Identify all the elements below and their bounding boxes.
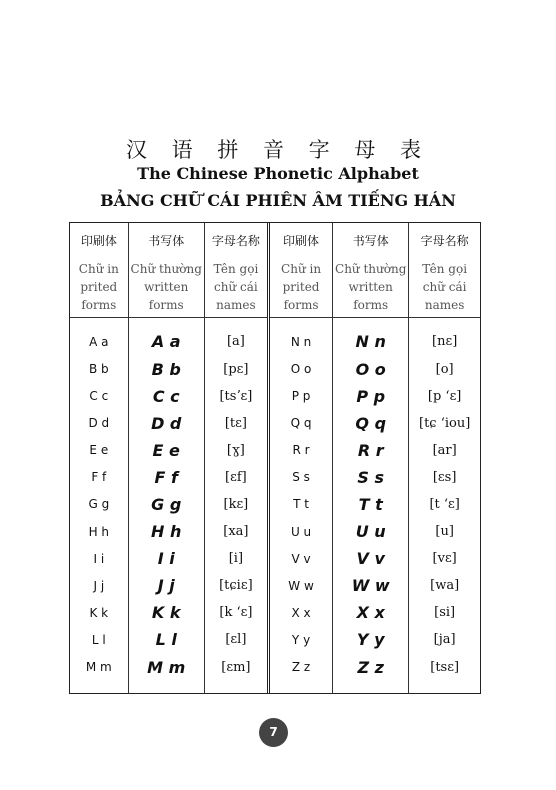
header-vi-name: Tên gọi chữ cái names [204,257,268,318]
printed-letter: E e [89,443,109,458]
letter-name: [ɛf] [204,464,268,491]
header-name: 字母名称 [204,223,268,257]
title-vietnamese: BẢNG CHỮ CÁI PHIÊN ÂM TIẾNG HÁN [100,191,456,210]
printed-letter: O o [268,356,332,383]
letter-name: [ar] [409,437,480,464]
letter-name: [tɛ] [204,410,268,437]
written-letter: A a [128,318,204,356]
printed-letter: K k [89,605,109,620]
written-letter: E e [128,437,204,464]
letter-name: [ɣ] [204,437,268,464]
printed-letter: Z z [268,653,332,693]
header-vi-name-2: Tên gọi chữ cái names [409,257,480,318]
printed-letter: J j [93,578,105,593]
letter-name: [pɛ] [204,356,268,383]
printed-letter: S s [268,464,332,491]
printed-letter: P p [268,383,332,410]
printed-letter: W w [268,572,332,599]
written-letter: Q q [333,410,409,437]
letter-name: [i] [204,545,268,572]
written-letter: Y y [333,626,409,653]
table-row [70,491,480,518]
letter-name: [t ʻɛ] [409,491,480,518]
written-letter: L l [128,626,204,653]
printed-letter: L l [91,632,106,647]
written-letter: K k [128,599,204,626]
page-number-badge: 7 [259,718,288,747]
letter-name: [ɛs] [409,464,480,491]
table-row [70,599,480,626]
letter-name: [kɛ] [204,491,268,518]
title-chinese: 汉 语 拼 音 字 母 表 [125,138,431,162]
written-letter: U u [333,518,409,545]
letter-name: [si] [409,599,480,626]
title-english: The Chinese Phonetic Alphabet [137,164,419,183]
table-row [70,318,480,356]
letter-name: [k ʻɛ] [204,599,268,626]
header-vi-print-2: Chữ in prited forms [268,257,332,318]
printed-letter: R r [268,437,332,464]
header-name-2: 字母名称 [409,223,480,257]
letter-name: [tɕ ʻiou] [409,410,480,437]
printed-letter: M m [85,660,112,675]
table-row [70,545,480,572]
letter-name: [p ʻɛ] [409,383,480,410]
table-row [70,653,480,693]
header-written-2: 书写体 [333,223,409,257]
letter-name: [u] [409,518,480,545]
letter-name: [wa] [409,572,480,599]
header-vi-written-2: Chữ thường written forms [333,257,409,318]
header-print: 印刷体 [80,233,117,248]
header-print-2: 印刷体 [268,223,332,257]
letter-name: [tɕiɛ] [204,572,268,599]
printed-letter: F f [91,470,107,485]
printed-letter: V v [268,545,332,572]
written-letter: C c [128,383,204,410]
printed-letter: Q q [268,410,332,437]
table-row [70,464,480,491]
written-letter: V v [333,545,409,572]
letter-name: [ɛm] [204,653,268,693]
written-letter: P p [333,383,409,410]
written-letter: F f [128,464,204,491]
written-letter: Z z [333,653,409,693]
printed-letter: D d [88,416,110,431]
table-row [70,383,480,410]
letter-name: [tsʼɛ] [204,383,268,410]
table-row [70,626,480,653]
printed-letter: X x [268,599,332,626]
written-letter: H h [128,518,204,545]
written-letter: S s [333,464,409,491]
printed-letter: C c [89,389,109,404]
printed-letter: G g [88,497,110,512]
letter-name: [nɛ] [409,318,480,356]
written-letter: D d [128,410,204,437]
table-row [70,572,480,599]
printed-letter: T t [268,491,332,518]
written-letter: O o [333,356,409,383]
printed-letter: Y y [268,626,332,653]
written-letter: G g [128,491,204,518]
printed-letter: A a [89,334,109,349]
header-row-chinese [70,223,480,257]
table-row [70,356,480,383]
table-row [70,437,480,464]
alphabet-table-body [70,318,480,694]
table-row [70,410,480,437]
printed-letter: H h [88,524,110,539]
header-written: 书写体 [128,223,204,257]
letter-name: [o] [409,356,480,383]
written-letter: J j [128,572,204,599]
letter-name: [tsɛ] [409,653,480,693]
printed-letter: N n [268,318,332,356]
printed-letter: I i [93,551,105,566]
table-row [70,518,480,545]
written-letter: W w [333,572,409,599]
letter-name: [ja] [409,626,480,653]
written-letter: T t [333,491,409,518]
header-vi-print: Chữ in prited forms [70,257,128,318]
written-letter: N n [333,318,409,356]
letter-name: [xa] [204,518,268,545]
written-letter: R r [333,437,409,464]
written-letter: I i [128,545,204,572]
written-letter: B b [128,356,204,383]
header-row-vietnamese [70,257,480,318]
header-vi-written: Chữ thường written forms [128,257,204,318]
letter-name: [ɛl] [204,626,268,653]
printed-letter: U u [268,518,332,545]
written-letter: X x [333,599,409,626]
printed-letter: B b [88,362,109,377]
letter-name: [vɛ] [409,545,480,572]
alphabet-table [69,222,481,694]
written-letter: M m [128,653,204,693]
letter-name: [a] [204,318,268,356]
